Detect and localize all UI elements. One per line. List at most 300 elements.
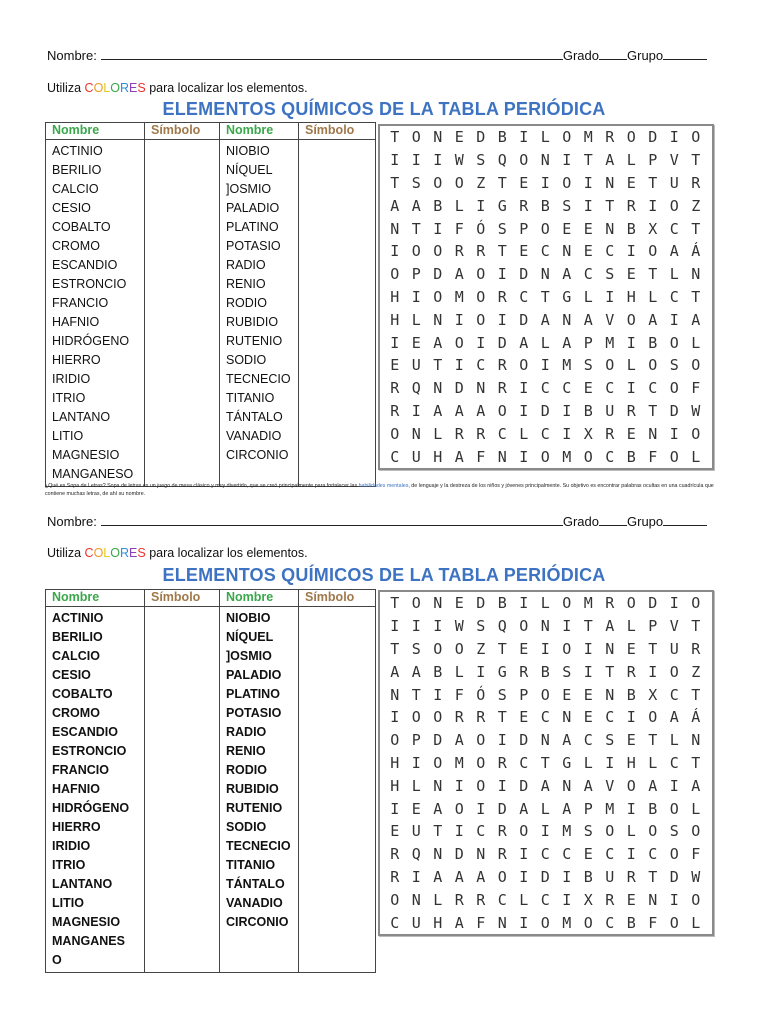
grid-letter[interactable]: Z	[691, 662, 701, 681]
grid-letter[interactable]: I	[519, 447, 529, 466]
grid-letter[interactable]: T	[540, 753, 550, 772]
grid-letter[interactable]: I	[626, 333, 636, 352]
grid-letter[interactable]: O	[411, 594, 421, 613]
grid-letter[interactable]: E	[390, 822, 400, 841]
grid-letter[interactable]: R	[626, 196, 636, 215]
grid-letter[interactable]: D	[519, 731, 529, 750]
grid-letter[interactable]: S	[583, 822, 593, 841]
grid-letter[interactable]: E	[519, 242, 529, 261]
grid-letter[interactable]: N	[648, 890, 658, 909]
grid-letter[interactable]: R	[519, 196, 529, 215]
grid-letter[interactable]: A	[562, 731, 572, 750]
grid-letter[interactable]: E	[583, 219, 593, 238]
grid-letter[interactable]: N	[605, 685, 615, 704]
grid-letter[interactable]: C	[540, 379, 550, 398]
grid-letter[interactable]: C	[476, 822, 486, 841]
grid-letter[interactable]: R	[626, 867, 636, 886]
grid-letter[interactable]: T	[390, 594, 400, 613]
grid-letter[interactable]: O	[454, 799, 464, 818]
grid-letter[interactable]: R	[454, 708, 464, 727]
grid-letter[interactable]: D	[540, 401, 550, 420]
grid-letter[interactable]: N	[411, 890, 421, 909]
grid-letter[interactable]: C	[519, 287, 529, 306]
grid-letter[interactable]: I	[454, 822, 464, 841]
grid-letter[interactable]: L	[626, 822, 636, 841]
grid-letter[interactable]: E	[519, 639, 529, 658]
grid-letter[interactable]: O	[411, 128, 421, 147]
grid-letter[interactable]: O	[454, 173, 464, 192]
grid-letter[interactable]: D	[669, 867, 679, 886]
grid-letter[interactable]: S	[605, 731, 615, 750]
grid-letter[interactable]: I	[519, 867, 529, 886]
grid-letter[interactable]: O	[605, 822, 615, 841]
grid-letter[interactable]: T	[433, 822, 443, 841]
grid-letter[interactable]: X	[583, 424, 593, 443]
grid-letter[interactable]: E	[411, 799, 421, 818]
grid-letter[interactable]: N	[562, 708, 572, 727]
grid-letter[interactable]: O	[562, 639, 572, 658]
grid-letter[interactable]: O	[583, 913, 593, 932]
grid-letter[interactable]: O	[691, 128, 701, 147]
grid-letter[interactable]: T	[390, 128, 400, 147]
grid-letter[interactable]: E	[562, 685, 572, 704]
grid-letter[interactable]: R	[390, 401, 400, 420]
grid-letter[interactable]: V	[669, 617, 679, 636]
grid-letter[interactable]: I	[476, 662, 486, 681]
grid-letter[interactable]: B	[583, 867, 593, 886]
grid-letter[interactable]: D	[454, 845, 464, 864]
grid-letter[interactable]: Z	[476, 173, 486, 192]
grid-letter[interactable]: N	[540, 617, 550, 636]
grid-letter[interactable]: O	[411, 242, 421, 261]
grid-letter[interactable]: I	[433, 151, 443, 170]
grid-letter[interactable]: T	[390, 639, 400, 658]
grid-letter[interactable]: C	[648, 379, 658, 398]
grid-letter[interactable]: R	[691, 639, 701, 658]
grid-letter[interactable]: I	[562, 424, 572, 443]
grid-letter[interactable]: I	[411, 287, 421, 306]
grid-letter[interactable]: B	[540, 662, 550, 681]
grid-letter[interactable]: I	[583, 639, 593, 658]
grid-letter[interactable]: O	[433, 753, 443, 772]
grid-letter[interactable]: T	[433, 356, 443, 375]
grid-letter[interactable]: A	[433, 401, 443, 420]
grid-letter[interactable]: S	[583, 356, 593, 375]
grid-letter[interactable]: N	[433, 379, 443, 398]
grid-letter[interactable]: E	[519, 173, 529, 192]
grid-letter[interactable]: O	[390, 890, 400, 909]
grid-letter[interactable]: C	[540, 890, 550, 909]
grid-letter[interactable]: E	[562, 219, 572, 238]
grid-letter[interactable]: C	[562, 845, 572, 864]
grid-letter[interactable]: H	[390, 776, 400, 795]
grid-letter[interactable]: E	[626, 265, 636, 284]
grid-letter[interactable]: N	[540, 731, 550, 750]
grid-letter[interactable]: P	[519, 219, 529, 238]
grid-letter[interactable]: A	[669, 242, 679, 261]
grid-letter[interactable]: R	[497, 379, 507, 398]
grid-letter[interactable]: F	[691, 379, 701, 398]
grid-letter[interactable]: C	[605, 845, 615, 864]
grid-letter[interactable]: I	[390, 242, 400, 261]
grid-letter[interactable]: I	[497, 731, 507, 750]
grid-letter[interactable]: X	[648, 219, 658, 238]
grid-letter[interactable]: A	[648, 310, 658, 329]
grid-letter[interactable]: B	[433, 196, 443, 215]
grid-letter[interactable]: C	[497, 424, 507, 443]
grid-letter[interactable]: O	[691, 424, 701, 443]
grid-letter[interactable]: I	[390, 708, 400, 727]
grid-letter[interactable]: I	[626, 242, 636, 261]
grid-letter[interactable]: I	[562, 151, 572, 170]
grid-letter[interactable]: A	[562, 799, 572, 818]
grid-letter[interactable]: I	[454, 356, 464, 375]
grid-letter[interactable]: I	[626, 845, 636, 864]
grid-letter[interactable]: L	[540, 799, 550, 818]
grid-letter[interactable]: C	[497, 890, 507, 909]
grid-letter[interactable]: C	[669, 219, 679, 238]
grid-letter[interactable]: L	[626, 151, 636, 170]
grid-letter[interactable]: T	[583, 617, 593, 636]
grid-letter[interactable]: U	[411, 447, 421, 466]
grid-letter[interactable]: C	[669, 753, 679, 772]
grid-letter[interactable]: N	[562, 310, 572, 329]
grid-letter[interactable]: I	[519, 845, 529, 864]
grid-letter[interactable]: O	[648, 822, 658, 841]
grid-letter[interactable]: D	[519, 265, 529, 284]
footnote-link[interactable]: habilidades mentales	[358, 483, 409, 489]
grid-letter[interactable]: L	[626, 617, 636, 636]
grid-letter[interactable]: N	[433, 594, 443, 613]
grid-letter[interactable]: E	[583, 242, 593, 261]
grid-letter[interactable]: B	[497, 594, 507, 613]
grid-letter[interactable]: R	[390, 379, 400, 398]
nombre-blank-2[interactable]	[101, 514, 563, 526]
grid-letter[interactable]: C	[605, 447, 615, 466]
grid-letter[interactable]: I	[519, 379, 529, 398]
grid-letter[interactable]: O	[433, 242, 443, 261]
grid-letter[interactable]: U	[411, 913, 421, 932]
grid-letter[interactable]: P	[583, 333, 593, 352]
grid-letter[interactable]: N	[648, 424, 658, 443]
grid-letter[interactable]: I	[583, 173, 593, 192]
grid-letter[interactable]: L	[540, 594, 550, 613]
grid-letter[interactable]: S	[605, 265, 615, 284]
grid-letter[interactable]: H	[626, 753, 636, 772]
grid-letter[interactable]: O	[476, 776, 486, 795]
grid-letter[interactable]: N	[476, 379, 486, 398]
grid-letter[interactable]: C	[669, 685, 679, 704]
grid-letter[interactable]: A	[433, 799, 443, 818]
grid-letter[interactable]: P	[583, 799, 593, 818]
grid-letter[interactable]: I	[390, 617, 400, 636]
grid-letter[interactable]: B	[626, 913, 636, 932]
grid-letter[interactable]: I	[562, 867, 572, 886]
grid-letter[interactable]: O	[626, 128, 636, 147]
grid-letter[interactable]: D	[433, 265, 443, 284]
grid-letter[interactable]: T	[648, 639, 658, 658]
grid-letter[interactable]: B	[540, 196, 550, 215]
grid-letter[interactable]: P	[411, 731, 421, 750]
grid-letter[interactable]: L	[454, 662, 464, 681]
grid-letter[interactable]: C	[583, 731, 593, 750]
grid-letter[interactable]: O	[476, 753, 486, 772]
grid-letter[interactable]: I	[540, 822, 550, 841]
grid-letter[interactable]: N	[540, 151, 550, 170]
grid-letter[interactable]: L	[519, 890, 529, 909]
grid-letter[interactable]: M	[562, 356, 572, 375]
grid-letter[interactable]: D	[519, 776, 529, 795]
grid-letter[interactable]: I	[411, 401, 421, 420]
grid-letter[interactable]: B	[433, 662, 443, 681]
grid-letter[interactable]: N	[605, 639, 615, 658]
grid-letter[interactable]: R	[476, 424, 486, 443]
grid-letter[interactable]: O	[669, 913, 679, 932]
grid-letter[interactable]: E	[411, 333, 421, 352]
word-search-grid-2[interactable]	[378, 590, 714, 936]
grid-letter[interactable]: I	[669, 310, 679, 329]
grid-letter[interactable]: C	[519, 753, 529, 772]
grid-letter[interactable]: R	[626, 401, 636, 420]
grid-letter[interactable]: A	[476, 867, 486, 886]
grid-letter[interactable]: A	[562, 265, 572, 284]
grid-letter[interactable]: F	[454, 685, 464, 704]
grid-letter[interactable]: O	[433, 708, 443, 727]
grid-letter[interactable]: C	[605, 379, 615, 398]
grid-letter[interactable]: T	[497, 708, 507, 727]
grid-letter[interactable]: I	[562, 617, 572, 636]
grid-letter[interactable]: I	[411, 867, 421, 886]
grid-letter[interactable]: O	[669, 196, 679, 215]
grid-letter[interactable]: D	[648, 128, 658, 147]
grid-letter[interactable]: C	[540, 708, 550, 727]
grid-letter[interactable]: A	[411, 196, 421, 215]
grid-letter[interactable]: R	[691, 173, 701, 192]
grid-letter[interactable]: S	[669, 822, 679, 841]
grid-letter[interactable]: R	[497, 287, 507, 306]
grid-letter[interactable]: I	[497, 310, 507, 329]
grid-letter[interactable]: R	[454, 424, 464, 443]
grid-letter[interactable]: E	[583, 685, 593, 704]
grid-letter[interactable]: S	[497, 685, 507, 704]
grid-letter[interactable]: A	[454, 867, 464, 886]
grid-letter[interactable]: A	[454, 265, 464, 284]
grid-letter[interactable]: I	[497, 265, 507, 284]
grid-letter[interactable]: C	[648, 845, 658, 864]
grid-letter[interactable]: O	[497, 401, 507, 420]
grid-letter[interactable]: A	[605, 151, 615, 170]
grid-letter[interactable]: G	[562, 287, 572, 306]
grid-letter[interactable]: S	[476, 151, 486, 170]
grid-letter[interactable]: N	[476, 845, 486, 864]
grid-letter[interactable]: R	[476, 890, 486, 909]
grid-letter[interactable]: I	[626, 379, 636, 398]
grid-letter[interactable]: T	[648, 867, 658, 886]
grid-letter[interactable]: C	[540, 845, 550, 864]
grid-letter[interactable]: B	[648, 333, 658, 352]
grid-letter[interactable]: C	[540, 242, 550, 261]
grid-letter[interactable]: I	[433, 219, 443, 238]
grid-letter[interactable]: G	[497, 196, 507, 215]
grid-letter[interactable]: C	[583, 265, 593, 284]
grid-letter[interactable]: I	[540, 639, 550, 658]
grid-letter[interactable]: U	[669, 639, 679, 658]
grid-letter[interactable]: I	[433, 617, 443, 636]
grid-letter[interactable]: N	[411, 424, 421, 443]
grid-letter[interactable]: E	[454, 128, 464, 147]
grid-letter[interactable]: I	[583, 662, 593, 681]
grid-letter[interactable]: I	[626, 708, 636, 727]
grid-letter[interactable]: T	[411, 685, 421, 704]
grado-blank-2[interactable]	[599, 514, 627, 526]
grid-letter[interactable]: B	[497, 128, 507, 147]
grid-letter[interactable]: T	[605, 196, 615, 215]
grid-letter[interactable]: L	[433, 890, 443, 909]
grid-letter[interactable]: I	[519, 401, 529, 420]
grid-letter[interactable]: N	[390, 685, 400, 704]
grid-letter[interactable]: I	[497, 776, 507, 795]
grid-letter[interactable]: A	[562, 333, 572, 352]
grid-letter[interactable]: N	[562, 776, 572, 795]
grid-letter[interactable]: O	[626, 776, 636, 795]
grid-letter[interactable]: A	[605, 617, 615, 636]
grid-letter[interactable]: Ó	[476, 219, 486, 238]
grid-letter[interactable]: N	[605, 219, 615, 238]
grid-letter[interactable]: T	[691, 287, 701, 306]
grid-letter[interactable]: T	[497, 639, 507, 658]
grid-letter[interactable]: T	[540, 287, 550, 306]
grid-letter[interactable]: I	[454, 776, 464, 795]
grid-letter[interactable]: R	[605, 890, 615, 909]
grid-letter[interactable]: D	[476, 128, 486, 147]
grid-letter[interactable]: E	[454, 594, 464, 613]
grid-letter[interactable]: O	[605, 356, 615, 375]
grid-letter[interactable]: B	[626, 685, 636, 704]
grid-letter[interactable]: X	[583, 890, 593, 909]
grid-letter[interactable]: U	[605, 401, 615, 420]
grid-letter[interactable]: L	[691, 447, 701, 466]
grid-letter[interactable]: R	[497, 356, 507, 375]
grid-letter[interactable]: E	[519, 708, 529, 727]
grid-letter[interactable]: I	[669, 890, 679, 909]
grid-letter[interactable]: U	[411, 822, 421, 841]
grid-letter[interactable]: I	[433, 685, 443, 704]
grid-letter[interactable]: M	[583, 594, 593, 613]
grid-letter[interactable]: F	[691, 845, 701, 864]
grid-letter[interactable]: N	[433, 845, 443, 864]
grid-letter[interactable]: W	[691, 401, 701, 420]
grid-letter[interactable]: I	[540, 356, 550, 375]
grid-letter[interactable]: D	[454, 379, 464, 398]
grid-letter[interactable]: D	[519, 310, 529, 329]
grid-letter[interactable]: I	[476, 196, 486, 215]
grid-letter[interactable]: M	[605, 333, 615, 352]
grid-letter[interactable]: A	[390, 662, 400, 681]
grid-letter[interactable]: E	[390, 356, 400, 375]
grid-letter[interactable]: S	[411, 639, 421, 658]
grid-letter[interactable]: T	[691, 617, 701, 636]
grid-letter[interactable]: V	[669, 151, 679, 170]
grid-letter[interactable]: D	[497, 333, 507, 352]
grid-letter[interactable]: L	[454, 196, 464, 215]
grid-letter[interactable]: Q	[411, 845, 421, 864]
grid-letter[interactable]: I	[605, 753, 615, 772]
grid-letter[interactable]: I	[411, 151, 421, 170]
grid-letter[interactable]: O	[390, 731, 400, 750]
grid-letter[interactable]: G	[562, 753, 572, 772]
grid-letter[interactable]: N	[691, 731, 701, 750]
grid-letter[interactable]: H	[626, 287, 636, 306]
grid-letter[interactable]: L	[583, 753, 593, 772]
grid-letter[interactable]: W	[691, 867, 701, 886]
grid-letter[interactable]: F	[648, 447, 658, 466]
grid-letter[interactable]: I	[476, 799, 486, 818]
grid-letter[interactable]: R	[390, 867, 400, 886]
grid-letter[interactable]: Z	[691, 196, 701, 215]
grid-letter[interactable]: N	[433, 310, 443, 329]
grid-letter[interactable]: L	[583, 287, 593, 306]
grid-letter[interactable]: E	[583, 379, 593, 398]
grid-letter[interactable]: L	[519, 424, 529, 443]
grid-letter[interactable]: R	[497, 845, 507, 864]
grid-letter[interactable]: O	[562, 128, 572, 147]
grid-letter[interactable]: L	[691, 913, 701, 932]
grid-letter[interactable]: M	[562, 913, 572, 932]
grid-letter[interactable]: G	[497, 662, 507, 681]
grid-letter[interactable]: P	[648, 617, 658, 636]
grid-letter[interactable]: O	[433, 287, 443, 306]
grid-letter[interactable]: M	[562, 822, 572, 841]
grid-letter[interactable]: L	[669, 265, 679, 284]
grid-letter[interactable]: R	[476, 708, 486, 727]
grid-letter[interactable]: I	[583, 196, 593, 215]
grid-letter[interactable]: D	[433, 731, 443, 750]
grid-letter[interactable]: O	[454, 639, 464, 658]
grid-letter[interactable]: I	[669, 128, 679, 147]
grid-letter[interactable]: N	[691, 265, 701, 284]
grid-letter[interactable]: T	[691, 151, 701, 170]
grid-letter[interactable]: B	[648, 799, 658, 818]
grid-letter[interactable]: O	[390, 424, 400, 443]
grid-letter[interactable]: R	[626, 662, 636, 681]
grid-letter[interactable]: L	[411, 776, 421, 795]
grid-letter[interactable]: T	[648, 401, 658, 420]
grid-letter[interactable]: D	[476, 594, 486, 613]
grid-letter[interactable]: A	[583, 310, 593, 329]
grid-letter[interactable]: C	[605, 708, 615, 727]
grid-letter[interactable]: O	[476, 287, 486, 306]
grid-letter[interactable]: L	[691, 333, 701, 352]
grid-letter[interactable]: I	[648, 196, 658, 215]
grid-letter[interactable]: A	[519, 799, 529, 818]
grid-letter[interactable]: E	[583, 708, 593, 727]
grid-letter[interactable]: Q	[497, 617, 507, 636]
grid-letter[interactable]: R	[497, 753, 507, 772]
grid-letter[interactable]: H	[390, 753, 400, 772]
grid-letter[interactable]: T	[605, 662, 615, 681]
grid-letter[interactable]: A	[454, 447, 464, 466]
grid-letter[interactable]: O	[433, 173, 443, 192]
grid-letter[interactable]: O	[669, 799, 679, 818]
grid-letter[interactable]: L	[433, 424, 443, 443]
grid-letter[interactable]: H	[433, 913, 443, 932]
grid-letter[interactable]: D	[648, 594, 658, 613]
grid-letter[interactable]: O	[433, 639, 443, 658]
grid-letter[interactable]: O	[540, 447, 550, 466]
grid-letter[interactable]: Z	[476, 639, 486, 658]
grid-letter[interactable]: W	[454, 617, 464, 636]
grid-letter[interactable]: F	[454, 219, 464, 238]
